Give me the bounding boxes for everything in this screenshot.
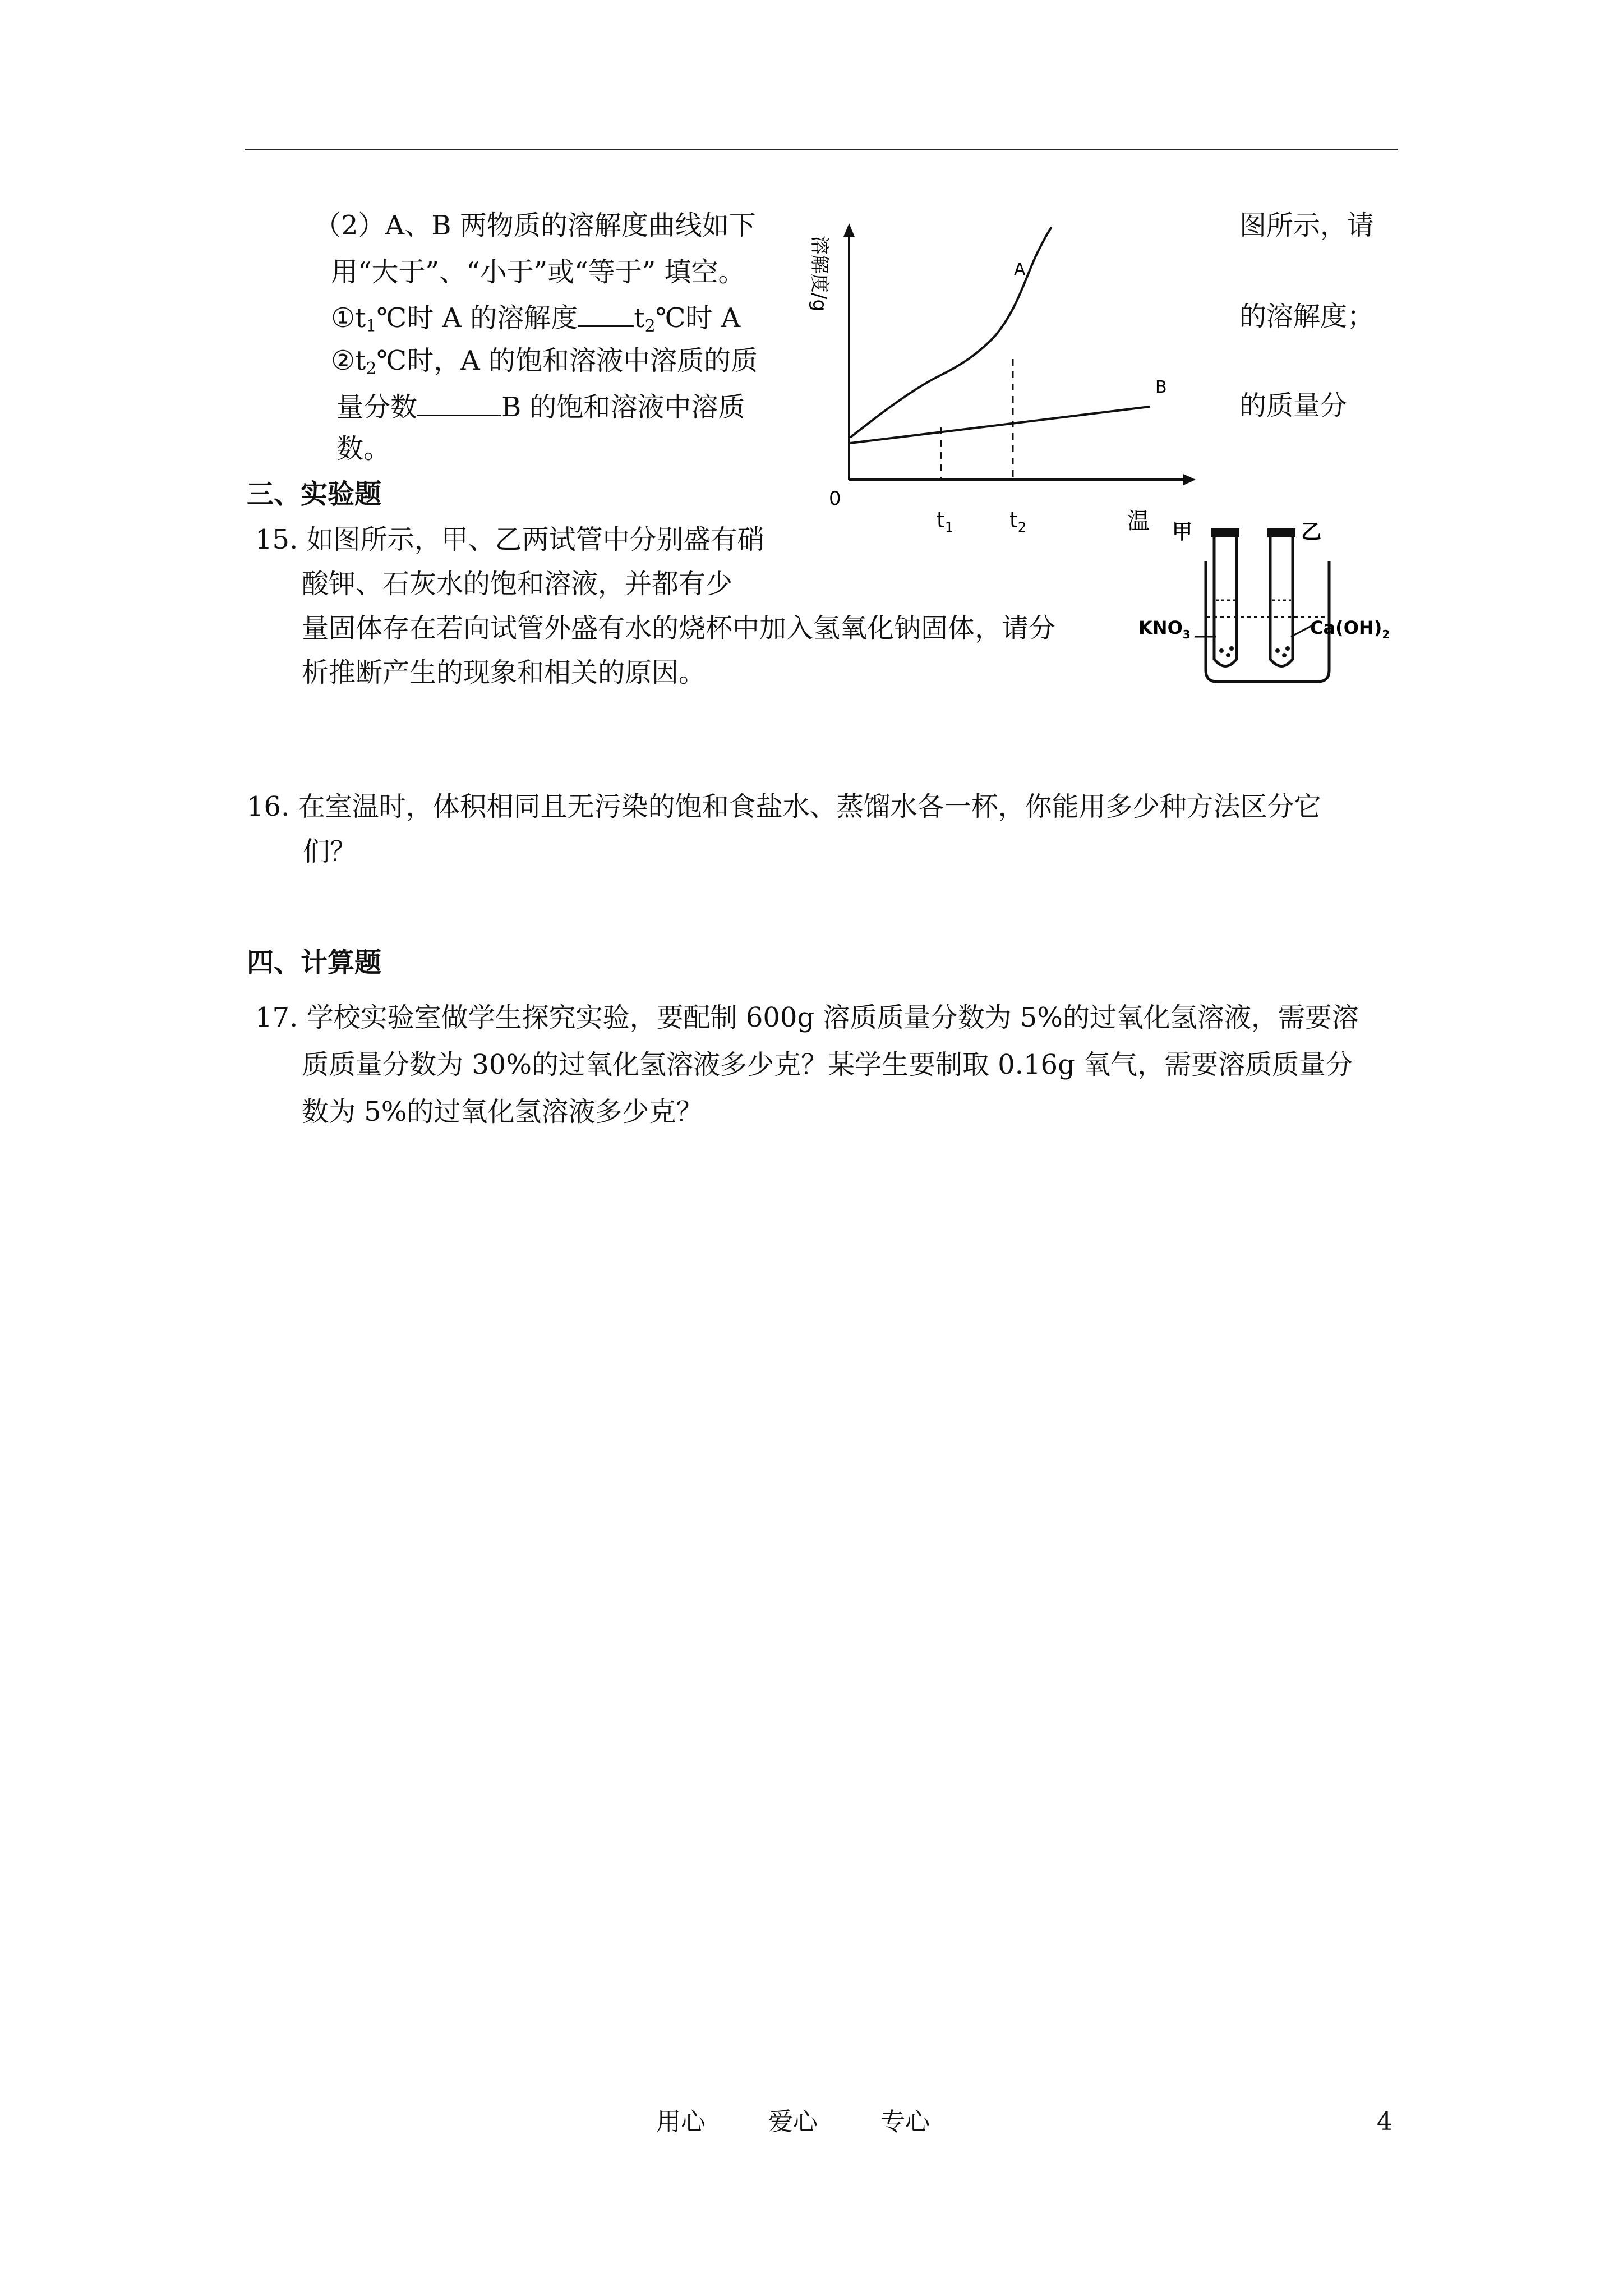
answer-blank-2[interactable] (417, 389, 501, 416)
tick-t2: $t_2$ (1009, 508, 1027, 535)
section3-title: 三、实验题 (247, 478, 382, 510)
q14-instruction: 用“大于”、“小于”或“等于” 填空。 (331, 256, 745, 288)
q14-item1-right: 的溶解度； (1239, 301, 1375, 332)
footer-word-1: 用心 (656, 2108, 706, 2136)
q15-line3: 量固体存在若向试管外盛有水的烧杯中加入氢氧化钠固体，请分 (302, 613, 1056, 644)
q14-intro-right: 图所示，请 (1239, 210, 1375, 241)
q14-item2-line2: 量分数 B 的饱和溶液中溶质 (336, 389, 745, 424)
q14-item2: $②t_2℃$时，A 的饱和溶液中溶质的质 (331, 345, 758, 379)
q17-line2: 质质量分数为 30%的过氧化氢溶液多少克？某学生要制取 0.16g 氧气，需要溶质质量分 (302, 1049, 1353, 1080)
beaker-figure (1133, 516, 1424, 696)
q14-item2-line2-right: 的质量分 (1239, 390, 1348, 421)
x-axis-label: 温 (1127, 508, 1150, 534)
q15-line2: 酸钾、石灰水的饱和溶液，并都有少 (302, 568, 733, 600)
tube-jia (1211, 528, 1239, 666)
y-axis-arrow (843, 223, 855, 237)
series-a-label: A (1014, 260, 1026, 279)
origin-label: 0 (829, 487, 841, 510)
q15-line4: 析推断产生的现象和相关的原因。 (302, 657, 706, 688)
q17-line3: 数为 5%的过氧化氢溶液多少克？ (302, 1096, 703, 1128)
q14-intro-left: （2）A、B 两物质的溶解度曲线如下 (314, 210, 756, 241)
q16-line1: 16. 在室温时，体积相同且无污染的饱和食盐水、蒸馏水各一杯，你能用多少种方法区分它 (247, 791, 1321, 822)
x-axis-arrow (1183, 474, 1196, 485)
footer-word-2: 爱心 (768, 2108, 818, 2136)
series-b-label: B (1155, 378, 1167, 397)
page-number: 4 (1377, 2108, 1393, 2136)
tube-label-jia: 甲 (1172, 521, 1193, 544)
header-rule (245, 149, 1398, 150)
tube-label-yi: 乙 (1301, 521, 1322, 544)
q17-line1: 17. 学校实验室做学生探究实验，要配制 600g 溶质质量分数为 5%的过氧化氢溶液，需要溶 (255, 1002, 1359, 1033)
q14-item2-line3: 数。 (336, 433, 391, 464)
tick-t1: $t_1$ (937, 508, 954, 535)
footer-word-3: 专心 (880, 2108, 930, 2136)
tube-yi (1267, 528, 1295, 666)
section4-title: 四、计算题 (247, 947, 382, 978)
series-b-line (850, 407, 1150, 443)
solubility-chart (796, 213, 1200, 555)
caoh2-label: $Ca(OH)_2$ (1310, 617, 1390, 641)
series-a-curve (850, 227, 1052, 438)
answer-blank-1[interactable] (578, 300, 634, 327)
y-axis-label: 溶解度/g (808, 236, 831, 312)
q16-line2: 们？ (303, 836, 357, 867)
caoh2-leader (1291, 625, 1312, 637)
q15-line1: 15. 如图所示，甲、乙两试管中分别盛有硝 (255, 524, 764, 555)
q14-item1: $①t_1℃$时 A 的溶解度 $t_2℃$时 A (331, 300, 740, 343)
kno3-label: $KNO_3$ (1138, 617, 1191, 641)
